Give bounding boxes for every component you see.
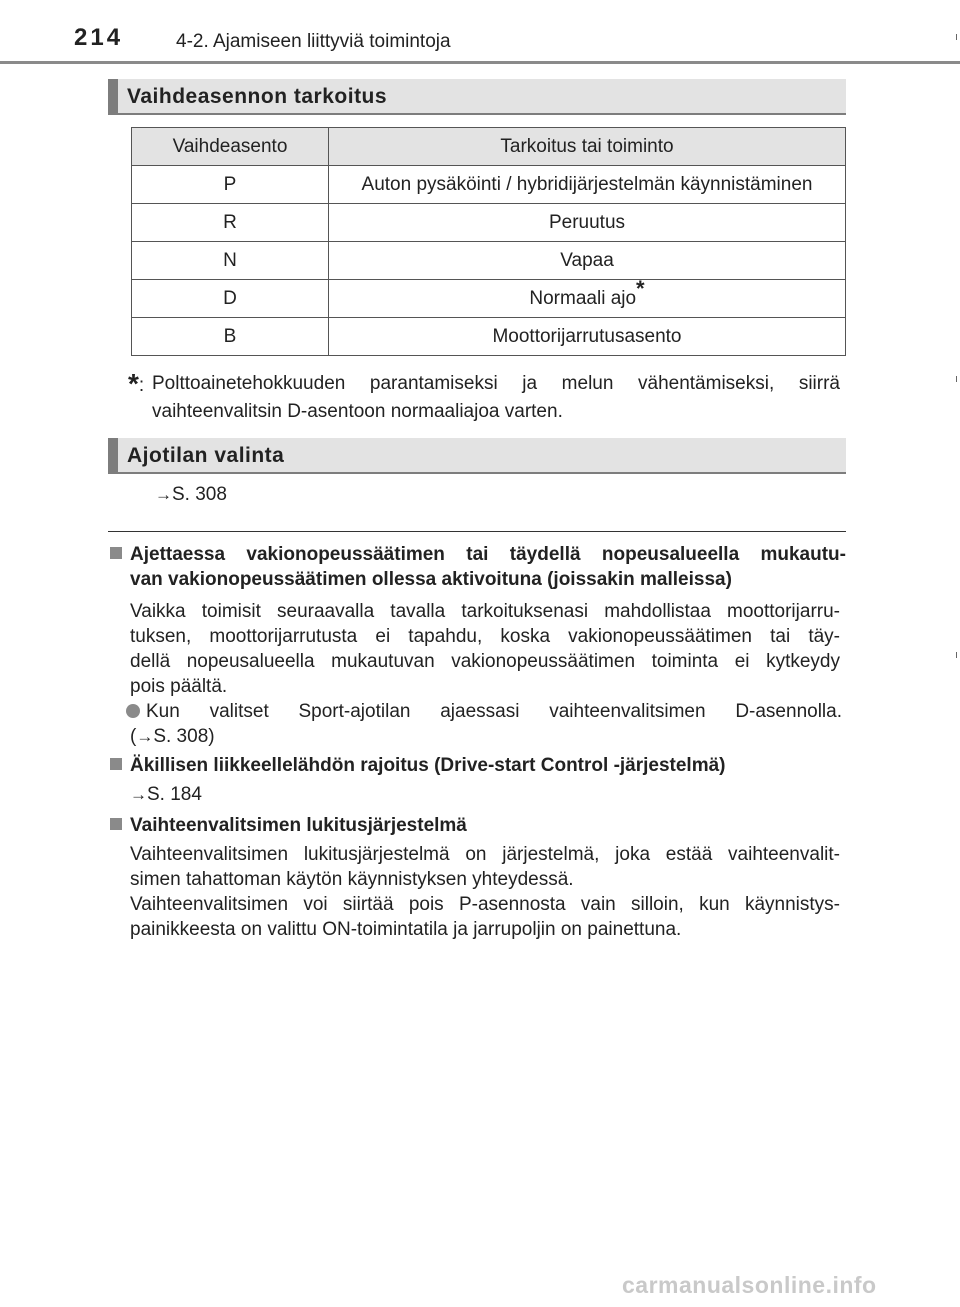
circle-bullet-icon [126,704,140,718]
table-footnote [128,370,840,426]
edge-tick-mark [956,376,957,382]
purpose-cell: Moottorijarrutusasento [329,318,846,356]
note-bullet-sport-mode [126,699,842,749]
table-row [132,280,846,318]
square-bullet-icon [110,758,122,770]
body-line: Vaikka toimisit seuraavalla tavalla tarkoituksenasi mahdollistaa moottorijarru- [130,601,840,622]
body-line: Vaihteenvalitsimen voi siirtää pois P-asennosta vain silloin, kun käynnistys- [130,894,840,915]
footnote-line: vaihteenvalitsin D-asentoon normaaliajoa varten. [152,401,563,422]
heading-accent-bar [108,79,118,113]
body-line: pois päältä. [130,676,228,697]
footnote-marker: * [636,275,645,301]
table-row [132,166,846,204]
body-line: Vaihteenvalitsimen lukitusjärjestelmä on järjestelmä, joka estää vaihteenvalit- [130,844,840,865]
purpose-cell: Auton pysäköinti / hybridijärjestelmän käynnistäminen [329,166,846,204]
body-line: dellä nopeusalueella mukautuvan vakionopeussäätimen toiminta ei kytkeydy [130,651,840,672]
square-bullet-icon [110,818,122,830]
gear-position-table [131,127,846,356]
body-line: painikkeesta on valittu ON-toimintatila ja jarrupoljin on painettuna. [130,919,682,940]
note-title-shift-lock: Vaihteenvalitsimen lukitusjärjestelmä [110,813,467,838]
gear-cell: B [132,318,329,356]
arrow-right-icon: → [136,727,154,746]
square-bullet-icon [110,547,122,559]
chapter-title: 4-2. Ajamiseen liittyviä toimintoja [176,31,451,52]
body-line: simen tahattoman käytön käynnistyksen yhteydessä. [130,869,574,890]
footnote-marker: *: [128,368,145,399]
page-reference-link[interactable]: S. 184 [147,784,202,805]
note-title-line: van vakionopeussäätimen ollessa aktivoituna (joissakin malleissa) [130,569,732,590]
site-watermark: carmanualsonline.info [622,1272,877,1298]
note-body-cruise-control [130,599,840,699]
note-body-shift-lock [130,842,840,942]
bullet-line: Kun valitset Sport-ajotilan ajaessasi vaihteenvalitsimen D-asennolla. [126,699,842,724]
note-title-drive-start: Äkillisen liikkeellelähdön rajoitus (Drive-start Control -järjestelmä) [110,753,726,778]
section-heading-label: Ajotilan valinta [127,444,285,467]
bullet-line: (→S. 308) [130,726,215,747]
section-heading-gear-purpose [108,79,846,115]
purpose-cell: Vapaa [329,242,846,280]
note-title-cruise-control [110,542,846,592]
table-header-row [132,128,846,166]
body-line: tuksen, moottorijarrutusta ei tapahdu, koska vakionopeussäätimen tai täy- [130,626,840,647]
edge-tick-mark [956,652,957,658]
note-title-line: Ajettaessa vakionopeussäätimen tai täydellä nopeusalueella mukautu- [110,542,846,567]
table-row [132,204,846,242]
purpose-cell: Peruutus [329,204,846,242]
table-header-cell: Vaihdeasento [132,128,329,166]
page-reference-link[interactable]: S. 308) [153,726,215,747]
gear-cell: N [132,242,329,280]
page-reference [130,782,840,807]
page-reference [155,484,227,506]
gear-cell: P [132,166,329,204]
purpose-cell [329,275,846,318]
table-row [132,242,846,280]
section-heading-label: Vaihdeasennon tarkoitus [127,85,388,108]
table-row [132,318,846,356]
header-divider [0,61,960,64]
page-reference-link[interactable]: S. 308 [172,484,227,505]
section-divider [108,531,846,532]
page-number: 214 [74,24,124,51]
section-heading-drive-mode [108,438,846,474]
gear-cell: R [132,204,329,242]
gear-cell: D [132,280,329,318]
footnote-line: Polttoainetehokkuuden parantamiseksi ja melun vähentämiseksi, siirrä [152,373,840,394]
arrow-right-icon: → [155,485,172,504]
arrow-right-icon: → [130,785,147,804]
purpose-text: Normaali ajo [529,287,637,309]
table-header-cell: Tarkoitus tai toiminto [329,128,846,166]
heading-accent-bar [108,438,118,472]
edge-tick-mark [956,34,957,40]
